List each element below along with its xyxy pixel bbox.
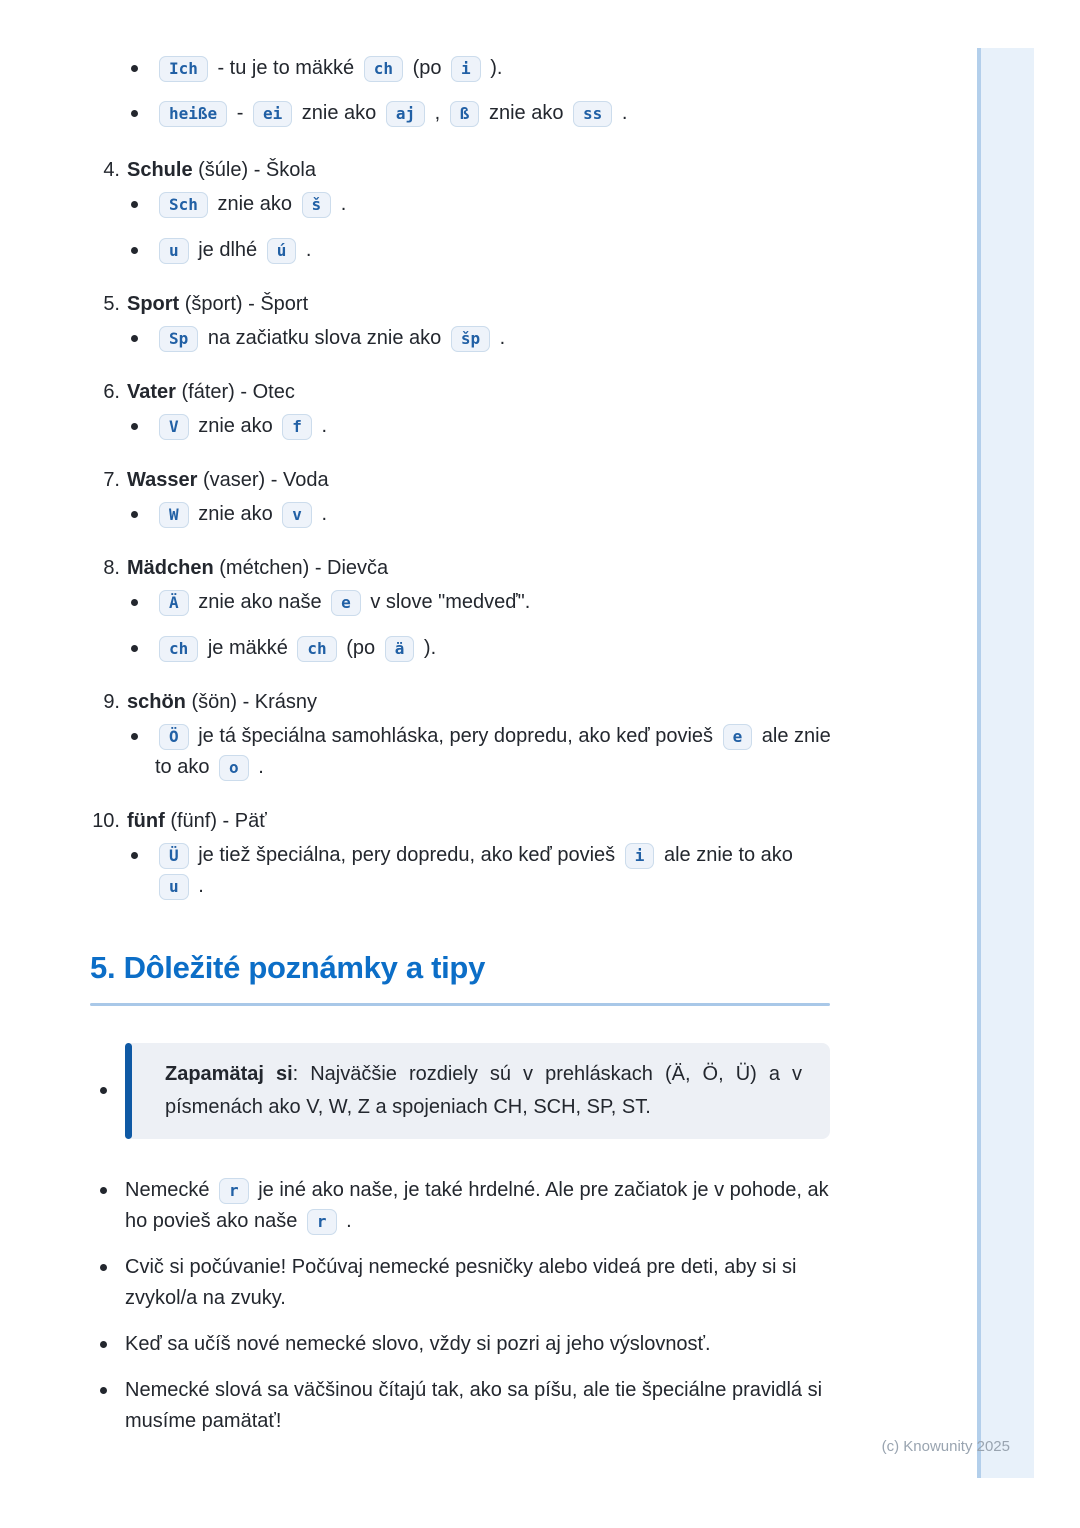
word-list-item	[90, 377, 832, 457]
text-run: ).	[418, 637, 437, 659]
word-line	[127, 553, 832, 583]
tips-list	[90, 1175, 832, 1437]
callout-item	[90, 1043, 832, 1139]
word-list-item	[90, 465, 832, 545]
word-item-body	[127, 465, 832, 545]
text-run: znie ako	[192, 415, 279, 437]
inline-code-chip: i	[625, 843, 655, 869]
text-run: znie ako naše	[192, 591, 328, 613]
inline-code-chip: ch	[159, 636, 198, 662]
bold-text: Zapamätaj si	[165, 1063, 293, 1085]
text-run: je dlhé	[192, 239, 263, 261]
text-run: Cvič si počúvanie! Počúvaj nemecké pesničky alebo videá pre deti, aby si si zvykol/a na zvuky.	[125, 1256, 797, 1309]
text-run: .	[192, 875, 204, 897]
german-word: Schule	[127, 159, 193, 181]
inline-code-chip: Ä	[159, 590, 189, 616]
inline-code-chip: f	[282, 414, 312, 440]
text-run: je tá špeciálna samohláska, pery dopredu, ako keď povieš	[192, 725, 719, 747]
text-run: v slove "medveď".	[364, 591, 531, 613]
text-run: ,	[429, 102, 446, 124]
inline-code-chip: Ö	[159, 724, 189, 750]
word-line	[127, 465, 832, 495]
german-word: Sport	[127, 293, 180, 315]
tip-item	[90, 1175, 832, 1237]
text-run: .	[300, 239, 312, 261]
word-item-body	[127, 687, 832, 798]
word-details: (šön) - Krásny	[185, 691, 318, 713]
pronunciation-notes-continued	[90, 53, 832, 129]
word-line	[127, 806, 832, 836]
text-run: Keď sa učíš nové nemecké slovo, vždy si pozri aj jeho výslovnosť.	[125, 1333, 711, 1355]
inline-code-chip: šp	[451, 326, 490, 352]
list-item-number: 8.	[103, 557, 120, 579]
word-list-item	[90, 289, 832, 369]
inline-code-chip: e	[723, 724, 753, 750]
german-word: schön	[127, 691, 186, 713]
inline-code-chip: Sp	[159, 326, 198, 352]
text-run: Nemecké	[125, 1179, 216, 1201]
german-word: fünf	[127, 810, 165, 832]
pronunciation-note	[127, 499, 832, 530]
text-run: je mäkké	[202, 637, 294, 659]
word-details: (šport) - Šport	[179, 293, 309, 315]
text-run: na začiatku slova znie ako	[202, 327, 447, 349]
callout-box	[125, 1043, 830, 1139]
german-word: Vater	[127, 381, 176, 403]
inline-code-chip: W	[159, 502, 189, 528]
inline-code-chip: ch	[364, 56, 403, 82]
callout-list	[90, 1043, 832, 1139]
inline-code-chip: u	[159, 874, 189, 900]
pronunciation-note	[127, 587, 832, 618]
list-item-number: 9.	[103, 691, 120, 713]
inline-code-chip: u	[159, 238, 189, 264]
text-run: ale znie to ako	[155, 725, 831, 778]
word-list-item	[90, 806, 832, 917]
word-notes	[127, 721, 832, 783]
inline-code-chip: ß	[450, 101, 480, 127]
copyright-footer: (c) Knowunity 2025	[881, 1438, 1010, 1455]
word-details: (fünf) - Päť	[164, 810, 267, 832]
text-run: .	[335, 193, 347, 215]
inline-code-chip: r	[219, 1178, 249, 1204]
text-run: Nemecké slová sa väčšinou čítajú tak, ako sa píšu, ale tie špeciálne pravidlá si musíme pamätať!	[125, 1379, 823, 1432]
text-run: ).	[484, 57, 503, 79]
list-item-number: 6.	[103, 381, 120, 403]
word-notes	[127, 840, 832, 902]
pronunciation-note	[127, 633, 832, 664]
list-item-number: 5.	[103, 293, 120, 315]
text-run: znie ako	[211, 193, 298, 215]
pronunciation-note	[127, 189, 832, 220]
word-list-item	[90, 553, 832, 679]
list-item-number: 7.	[103, 469, 120, 491]
inline-code-chip: ei	[253, 101, 292, 127]
inline-code-chip: ch	[297, 636, 336, 662]
inline-code-chip: Ich	[159, 56, 208, 82]
text-run: -	[231, 102, 249, 124]
text-run: je iné ako naše, je také hrdelné. Ale pre začiatok je v pohode, ak ho povieš ako naše	[125, 1179, 829, 1232]
inline-code-chip: r	[307, 1209, 337, 1235]
list-item-number: 4.	[103, 159, 120, 181]
text-run: .	[494, 327, 506, 349]
list-item-number: 10.	[92, 810, 120, 832]
text-run: znie ako	[296, 102, 382, 124]
word-line	[127, 687, 832, 717]
tip-item	[90, 1329, 832, 1360]
word-item-body	[127, 377, 832, 457]
word-notes	[127, 189, 832, 266]
german-words-list	[90, 155, 832, 917]
word-details: (šúle) - Škola	[192, 159, 316, 181]
inline-code-chip: v	[282, 502, 312, 528]
inline-code-chip: V	[159, 414, 189, 440]
word-details: (fáter) - Otec	[175, 381, 295, 403]
word-line	[127, 155, 832, 185]
section-heading: 5. Dôležité poznámky a tipy	[90, 950, 486, 985]
text-run: .	[315, 503, 328, 525]
text-run: znie ako	[192, 503, 279, 525]
tip-item	[90, 1375, 832, 1437]
pronunciation-note	[127, 235, 832, 266]
inline-code-chip: ä	[385, 636, 415, 662]
inline-code-chip: aj	[386, 101, 425, 127]
inline-code-chip: heiße	[159, 101, 227, 127]
inline-code-chip: š	[302, 192, 332, 218]
text-run: .	[616, 102, 628, 124]
pronunciation-note	[127, 411, 832, 442]
word-notes	[127, 499, 832, 530]
text-run: znie ako	[483, 102, 570, 124]
pronunciation-note	[127, 840, 832, 902]
text-run: : Najväčšie rozdiely sú v prehláskach (Ä, Ö, Ü) a v písmenách ako V, W, Z a spojeniach CH, SCH, SP, ST.	[165, 1063, 802, 1118]
text-run: .	[252, 756, 264, 778]
text-run: .	[315, 415, 328, 437]
text-run: je tiež špeciálna, pery dopredu, ako keď povieš	[192, 844, 621, 866]
section-divider	[90, 1003, 830, 1006]
inline-code-chip: e	[331, 590, 361, 616]
tip-item	[90, 1252, 832, 1314]
word-notes	[127, 411, 832, 442]
inline-code-chip: Sch	[159, 192, 208, 218]
pronunciation-note	[127, 721, 832, 783]
next-page-peek[interactable]	[977, 48, 1034, 1478]
inline-code-chip: ú	[267, 238, 297, 264]
pronunciation-note	[90, 98, 832, 129]
inline-code-chip: ss	[573, 101, 612, 127]
word-item-body	[127, 806, 832, 917]
word-list-item	[90, 155, 832, 281]
inline-code-chip: i	[451, 56, 481, 82]
word-item-body	[127, 155, 832, 281]
inline-code-chip: o	[219, 755, 249, 781]
text-run: .	[340, 1210, 352, 1232]
word-notes	[127, 587, 832, 664]
text-run: (po	[340, 637, 381, 659]
word-line	[127, 289, 832, 319]
german-word: Mädchen	[127, 557, 214, 579]
word-item-body	[127, 553, 832, 679]
word-list-item	[90, 687, 832, 798]
text-run: - tu je to mäkké	[211, 57, 360, 79]
pronunciation-note	[90, 53, 832, 84]
text-run: (po	[407, 57, 448, 79]
text-run: ale znie to ako	[658, 844, 793, 866]
word-notes	[127, 323, 832, 354]
inline-code-chip: Ü	[159, 843, 189, 869]
word-details: (métchen) - Dievča	[213, 557, 389, 579]
german-word: Wasser	[127, 469, 198, 491]
word-details: (vaser) - Voda	[197, 469, 329, 491]
pronunciation-note	[127, 323, 832, 354]
word-line	[127, 377, 832, 407]
word-item-body	[127, 289, 832, 369]
